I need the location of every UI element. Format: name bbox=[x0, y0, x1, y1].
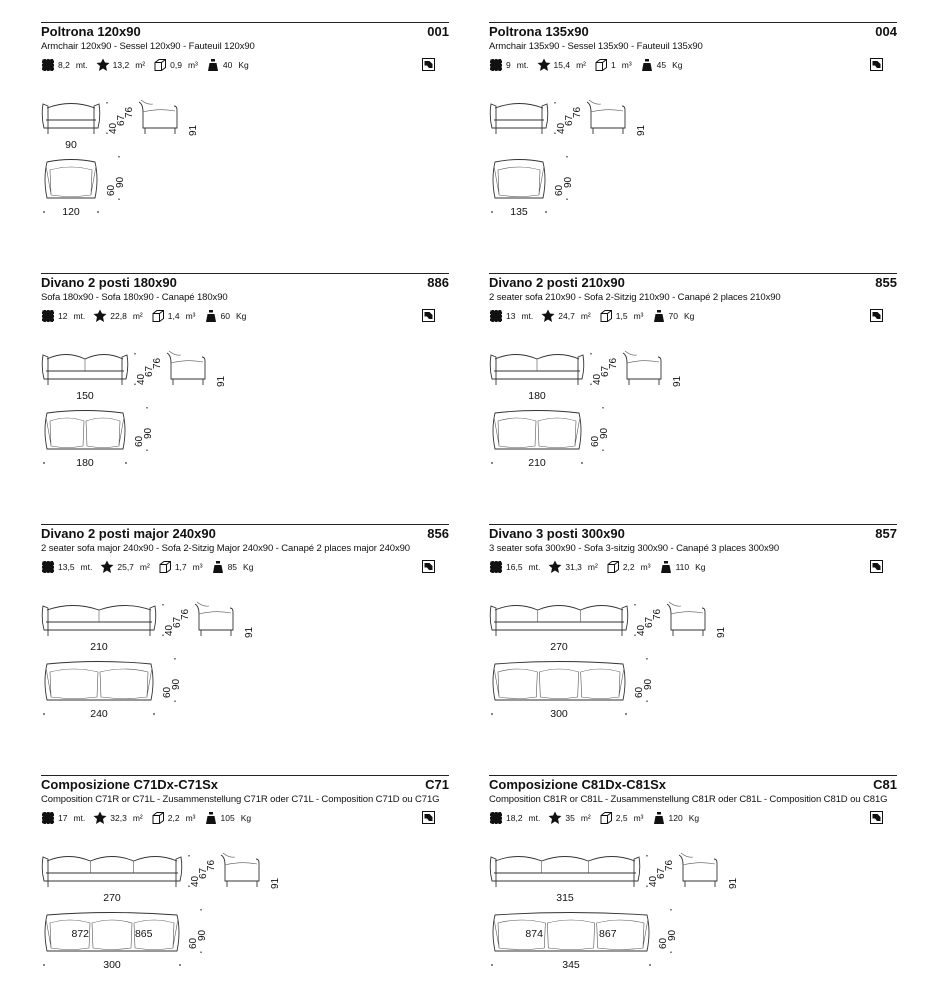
dim-back-height: 76 bbox=[206, 859, 217, 871]
product-subtitle: Composition C81R or C81L - Zusammenstellung C81R oder C81L - Composition C81D ou C81G bbox=[489, 794, 888, 805]
spec-weight-value: 85 bbox=[227, 562, 238, 572]
dim-back-height: 76 bbox=[180, 608, 191, 620]
spec-row bbox=[489, 811, 707, 825]
dim-side-depth: 91 bbox=[188, 124, 199, 136]
volume-box-icon bbox=[599, 309, 613, 323]
weight-icon bbox=[659, 560, 673, 574]
fabric-texture-icon bbox=[489, 560, 503, 574]
spec-volume-unit: m³ bbox=[187, 60, 198, 70]
leather-hide-icon bbox=[93, 811, 107, 825]
weight-icon bbox=[652, 811, 666, 825]
product-title: Composizione C71Dx-C71Sx bbox=[41, 777, 218, 792]
weight-icon bbox=[652, 309, 666, 323]
dim-seat-depth: 60 bbox=[188, 937, 199, 949]
volume-box-icon bbox=[158, 560, 172, 574]
dim-back-height: 76 bbox=[124, 106, 135, 118]
spec-weight-unit: Kg bbox=[695, 562, 706, 572]
dim-front-width: 270 bbox=[103, 892, 121, 904]
spec-volume-value: 1,5 bbox=[615, 311, 628, 321]
spec-leather-value: 22,8 bbox=[110, 311, 127, 321]
dim-side-depth: 91 bbox=[716, 626, 727, 638]
product-card bbox=[41, 775, 449, 1005]
dim-side-depth: 91 bbox=[216, 375, 227, 387]
product-card bbox=[489, 775, 897, 1005]
spec-fabric-value: 13,5 bbox=[58, 562, 75, 572]
spec-weight-unit: Kg bbox=[672, 60, 683, 70]
dim-plan-width: 135 bbox=[510, 206, 528, 218]
product-subtitle: Composition C71R or C71L - Zusammenstellung C71R oder C71L - Composition C71D ou C71G bbox=[41, 794, 440, 805]
dim-back-height: 76 bbox=[608, 357, 619, 369]
product-subtitle: Armchair 120x90 - Sessel 120x90 - Fauteuil 120x90 bbox=[41, 41, 255, 52]
product-card bbox=[41, 524, 449, 754]
spec-volume-value: 2,2 bbox=[622, 562, 635, 572]
dim-side-depth: 91 bbox=[270, 877, 281, 889]
volume-box-icon bbox=[599, 811, 613, 825]
spec-volume-unit: m³ bbox=[621, 60, 632, 70]
spec-leather-value: 35 bbox=[565, 813, 575, 823]
volume-box-icon bbox=[606, 560, 620, 574]
spec-row bbox=[489, 560, 714, 574]
dimension-drawing bbox=[41, 94, 301, 244]
product-subtitle: Armchair 135x90 - Sessel 135x90 - Fauteuil 135x90 bbox=[489, 41, 703, 52]
volume-box-icon bbox=[594, 58, 608, 72]
dim-plan-width: 300 bbox=[550, 708, 568, 720]
spec-fabric-unit: mt. bbox=[80, 562, 93, 572]
product-code: 856 bbox=[427, 526, 449, 541]
card-divider bbox=[41, 775, 449, 776]
weight-icon bbox=[204, 309, 218, 323]
technical-sheet-icon[interactable] bbox=[870, 560, 883, 578]
spec-leather-value: 31,3 bbox=[565, 562, 582, 572]
spec-leather-unit: m² bbox=[580, 813, 591, 823]
product-card bbox=[489, 273, 897, 503]
spec-row bbox=[41, 811, 259, 825]
dim-side-depth: 91 bbox=[244, 626, 255, 638]
product-card bbox=[489, 524, 897, 754]
dim-front-width: 180 bbox=[528, 390, 546, 402]
dim-side-depth: 91 bbox=[636, 124, 647, 136]
spec-fabric-unit: mt. bbox=[75, 60, 88, 70]
product-title: Poltrona 135x90 bbox=[489, 24, 589, 39]
dimension-drawing bbox=[489, 94, 749, 244]
spec-fabric-value: 17 bbox=[58, 813, 68, 823]
fabric-texture-icon bbox=[41, 560, 55, 574]
product-subtitle: 2 seater sofa major 240x90 - Sofa 2-Sitzig Major 240x90 - Canapé 2 places major 240x90 bbox=[41, 543, 410, 554]
dim-seat-height: 40 bbox=[190, 875, 201, 887]
volume-box-icon bbox=[153, 58, 167, 72]
dim-seat-height: 40 bbox=[592, 373, 603, 385]
product-code: C81 bbox=[873, 777, 897, 792]
weight-icon bbox=[206, 58, 220, 72]
fabric-texture-icon bbox=[489, 309, 503, 323]
product-title: Divano 2 posti 180x90 bbox=[41, 275, 177, 290]
spec-weight-unit: Kg bbox=[235, 311, 247, 321]
spec-leather-value: 32,3 bbox=[110, 813, 127, 823]
product-code: C71 bbox=[425, 777, 449, 792]
volume-box-icon bbox=[151, 811, 165, 825]
dim-front-width: 150 bbox=[76, 390, 94, 402]
spec-fabric-unit: mt. bbox=[528, 813, 541, 823]
dim-plan-depth: 90 bbox=[563, 176, 574, 188]
product-code: 855 bbox=[875, 275, 897, 290]
card-divider bbox=[489, 273, 897, 274]
spec-weight-value: 45 bbox=[656, 60, 667, 70]
card-divider bbox=[489, 524, 897, 525]
dim-plan-width: 345 bbox=[562, 959, 580, 971]
spec-leather-unit: m² bbox=[587, 562, 598, 572]
module-code-right: 865 bbox=[134, 928, 153, 940]
product-subtitle: 3 seater sofa 300x90 - Sofa 3-sitzig 300x90 - Canapé 3 places 300x90 bbox=[489, 543, 780, 554]
product-title: Composizione C81Dx-C81Sx bbox=[489, 777, 666, 792]
card-divider bbox=[489, 775, 897, 776]
weight-icon bbox=[640, 58, 654, 72]
dim-back-height: 76 bbox=[652, 608, 663, 620]
spec-leather-unit: m² bbox=[132, 311, 143, 321]
dim-side-depth: 91 bbox=[728, 877, 739, 889]
leather-hide-icon bbox=[548, 811, 562, 825]
dim-front-width: 210 bbox=[90, 641, 108, 653]
dim-seat-height: 40 bbox=[108, 122, 119, 134]
spec-weight-unit: Kg bbox=[240, 813, 252, 823]
dim-seat-height: 40 bbox=[164, 624, 175, 636]
dim-front-width: 315 bbox=[556, 892, 574, 904]
dimension-drawing bbox=[41, 847, 301, 997]
dim-arm-height: 67 bbox=[144, 365, 155, 377]
dim-plan-depth: 90 bbox=[643, 678, 654, 690]
module-code-left: 872 bbox=[71, 928, 90, 940]
card-divider bbox=[489, 22, 897, 23]
spec-volume-unit: m³ bbox=[185, 311, 196, 321]
dim-back-height: 76 bbox=[664, 859, 675, 871]
module-code-right: 867 bbox=[599, 928, 617, 940]
dim-seat-depth: 60 bbox=[590, 435, 601, 447]
technical-sheet-icon[interactable] bbox=[422, 309, 435, 327]
weight-icon bbox=[211, 560, 225, 574]
product-title: Divano 2 posti 210x90 bbox=[489, 275, 625, 290]
spec-leather-unit: m² bbox=[580, 311, 591, 321]
dim-arm-height: 67 bbox=[644, 616, 655, 628]
fabric-texture-icon bbox=[41, 58, 55, 72]
weight-icon bbox=[204, 811, 218, 825]
leather-hide-icon bbox=[537, 58, 551, 72]
fabric-texture-icon bbox=[489, 811, 503, 825]
spec-weight-value: 40 bbox=[222, 60, 233, 70]
dim-front-width: 270 bbox=[550, 641, 568, 653]
fabric-texture-icon bbox=[489, 58, 503, 72]
spec-fabric-value: 13 bbox=[506, 311, 516, 321]
dim-arm-height: 67 bbox=[172, 616, 183, 628]
spec-weight-value: 70 bbox=[668, 311, 678, 321]
spec-row bbox=[41, 309, 254, 323]
dim-seat-depth: 60 bbox=[134, 435, 145, 447]
spec-leather-unit: m² bbox=[132, 813, 143, 823]
spec-weight-value: 110 bbox=[675, 562, 690, 572]
spec-leather-value: 13,2 bbox=[112, 60, 130, 70]
spec-volume-value: 1,4 bbox=[167, 311, 180, 321]
technical-sheet-icon[interactable] bbox=[870, 309, 883, 327]
dim-plan-width: 210 bbox=[528, 457, 546, 469]
dim-arm-height: 67 bbox=[198, 867, 209, 879]
spec-weight-unit: Kg bbox=[683, 311, 695, 321]
dim-seat-depth: 60 bbox=[554, 184, 565, 196]
dim-plan-depth: 90 bbox=[115, 176, 126, 188]
dim-arm-height: 67 bbox=[600, 365, 611, 377]
spec-volume-unit: m³ bbox=[633, 813, 644, 823]
spec-weight-unit: Kg bbox=[238, 60, 249, 70]
spec-fabric-unit: mt. bbox=[516, 60, 529, 70]
dim-plan-depth: 90 bbox=[667, 929, 678, 941]
spec-leather-value: 24,7 bbox=[558, 311, 575, 321]
dim-seat-depth: 60 bbox=[658, 937, 669, 949]
product-card bbox=[41, 273, 449, 503]
dim-seat-depth: 60 bbox=[162, 686, 173, 698]
spec-leather-unit: m² bbox=[139, 562, 150, 572]
dim-seat-height: 40 bbox=[636, 624, 647, 636]
dim-back-height: 76 bbox=[572, 106, 583, 118]
dim-plan-width: 120 bbox=[62, 206, 80, 218]
dim-side-depth: 91 bbox=[672, 375, 683, 387]
product-title: Divano 2 posti major 240x90 bbox=[41, 526, 216, 541]
product-subtitle: 2 seater sofa 210x90 - Sofa 2-Sitzig 210x90 - Canapé 2 places 210x90 bbox=[489, 292, 781, 303]
spec-leather-value: 25,7 bbox=[117, 562, 134, 572]
spec-row bbox=[41, 560, 261, 574]
dimension-drawing bbox=[489, 596, 749, 746]
spec-leather-value: 15,4 bbox=[553, 60, 571, 70]
product-code: 001 bbox=[427, 24, 449, 39]
technical-sheet-icon[interactable] bbox=[422, 58, 435, 76]
volume-box-icon bbox=[151, 309, 165, 323]
spec-row bbox=[489, 58, 691, 72]
dim-plan-depth: 90 bbox=[599, 427, 610, 439]
spec-volume-value: 2,2 bbox=[167, 813, 180, 823]
product-card bbox=[41, 22, 449, 252]
spec-volume-value: 1,7 bbox=[174, 562, 187, 572]
spec-fabric-unit: mt. bbox=[73, 813, 86, 823]
leather-hide-icon bbox=[96, 58, 110, 72]
leather-hide-icon bbox=[100, 560, 114, 574]
spec-row bbox=[489, 309, 702, 323]
spec-fabric-unit: mt. bbox=[528, 562, 541, 572]
dim-plan-width: 240 bbox=[90, 708, 108, 720]
spec-fabric-value: 18,2 bbox=[506, 813, 523, 823]
product-code: 886 bbox=[427, 275, 449, 290]
dim-seat-height: 40 bbox=[136, 373, 147, 385]
spec-weight-value: 120 bbox=[668, 813, 683, 823]
card-divider bbox=[41, 22, 449, 23]
dim-arm-height: 67 bbox=[656, 867, 667, 879]
dim-seat-depth: 60 bbox=[634, 686, 645, 698]
spec-fabric-value: 8,2 bbox=[58, 60, 70, 70]
spec-fabric-value: 12 bbox=[58, 311, 68, 321]
product-code: 004 bbox=[875, 24, 897, 39]
spec-row bbox=[41, 58, 257, 72]
product-subtitle: Sofa 180x90 - Sofa 180x90 - Canapé 180x90 bbox=[41, 292, 228, 303]
product-code: 857 bbox=[875, 526, 897, 541]
spec-volume-value: 0,9 bbox=[170, 60, 182, 70]
dim-plan-width: 180 bbox=[76, 457, 94, 469]
technical-sheet-icon[interactable] bbox=[870, 811, 883, 829]
spec-volume-value: 1 bbox=[611, 60, 616, 70]
spec-leather-unit: m² bbox=[135, 60, 146, 70]
technical-sheet-icon[interactable] bbox=[422, 811, 435, 829]
dim-back-height: 76 bbox=[152, 357, 163, 369]
product-card bbox=[489, 22, 897, 252]
spec-weight-value: 60 bbox=[220, 311, 230, 321]
dimension-drawing bbox=[41, 345, 301, 495]
spec-volume-unit: m³ bbox=[640, 562, 651, 572]
fabric-texture-icon bbox=[41, 309, 55, 323]
spec-weight-unit: Kg bbox=[243, 562, 254, 572]
spec-fabric-unit: mt. bbox=[73, 311, 86, 321]
spec-fabric-value: 16,5 bbox=[506, 562, 523, 572]
card-divider bbox=[41, 273, 449, 274]
spec-fabric-unit: mt. bbox=[521, 311, 534, 321]
dim-plan-depth: 90 bbox=[197, 929, 208, 941]
fabric-texture-icon bbox=[41, 811, 55, 825]
technical-sheet-icon[interactable] bbox=[422, 560, 435, 578]
spec-volume-value: 2,5 bbox=[615, 813, 628, 823]
spec-volume-unit: m³ bbox=[192, 562, 203, 572]
card-divider bbox=[41, 524, 449, 525]
dim-plan-depth: 90 bbox=[143, 427, 154, 439]
dim-seat-height: 40 bbox=[556, 122, 567, 134]
dim-front-width: 90 bbox=[65, 139, 77, 151]
technical-sheet-icon[interactable] bbox=[870, 58, 883, 76]
dim-arm-height: 67 bbox=[564, 114, 575, 126]
module-code-left: 874 bbox=[525, 928, 543, 940]
dim-arm-height: 67 bbox=[116, 114, 127, 126]
dim-plan-depth: 90 bbox=[171, 678, 182, 690]
spec-leather-unit: m² bbox=[576, 60, 587, 70]
product-title: Poltrona 120x90 bbox=[41, 24, 141, 39]
leather-hide-icon bbox=[93, 309, 107, 323]
spec-volume-unit: m³ bbox=[185, 813, 196, 823]
spec-weight-unit: Kg bbox=[688, 813, 700, 823]
product-title: Divano 3 posti 300x90 bbox=[489, 526, 625, 541]
dimension-drawing bbox=[41, 596, 301, 746]
dimension-drawing bbox=[489, 847, 749, 997]
spec-volume-unit: m³ bbox=[633, 311, 644, 321]
dim-plan-width: 300 bbox=[103, 959, 121, 971]
spec-fabric-value: 9 bbox=[506, 60, 511, 70]
spec-weight-value: 105 bbox=[220, 813, 235, 823]
dim-seat-height: 40 bbox=[648, 875, 659, 887]
dim-seat-depth: 60 bbox=[106, 184, 117, 196]
dimension-drawing bbox=[489, 345, 749, 495]
leather-hide-icon bbox=[548, 560, 562, 574]
leather-hide-icon bbox=[541, 309, 555, 323]
